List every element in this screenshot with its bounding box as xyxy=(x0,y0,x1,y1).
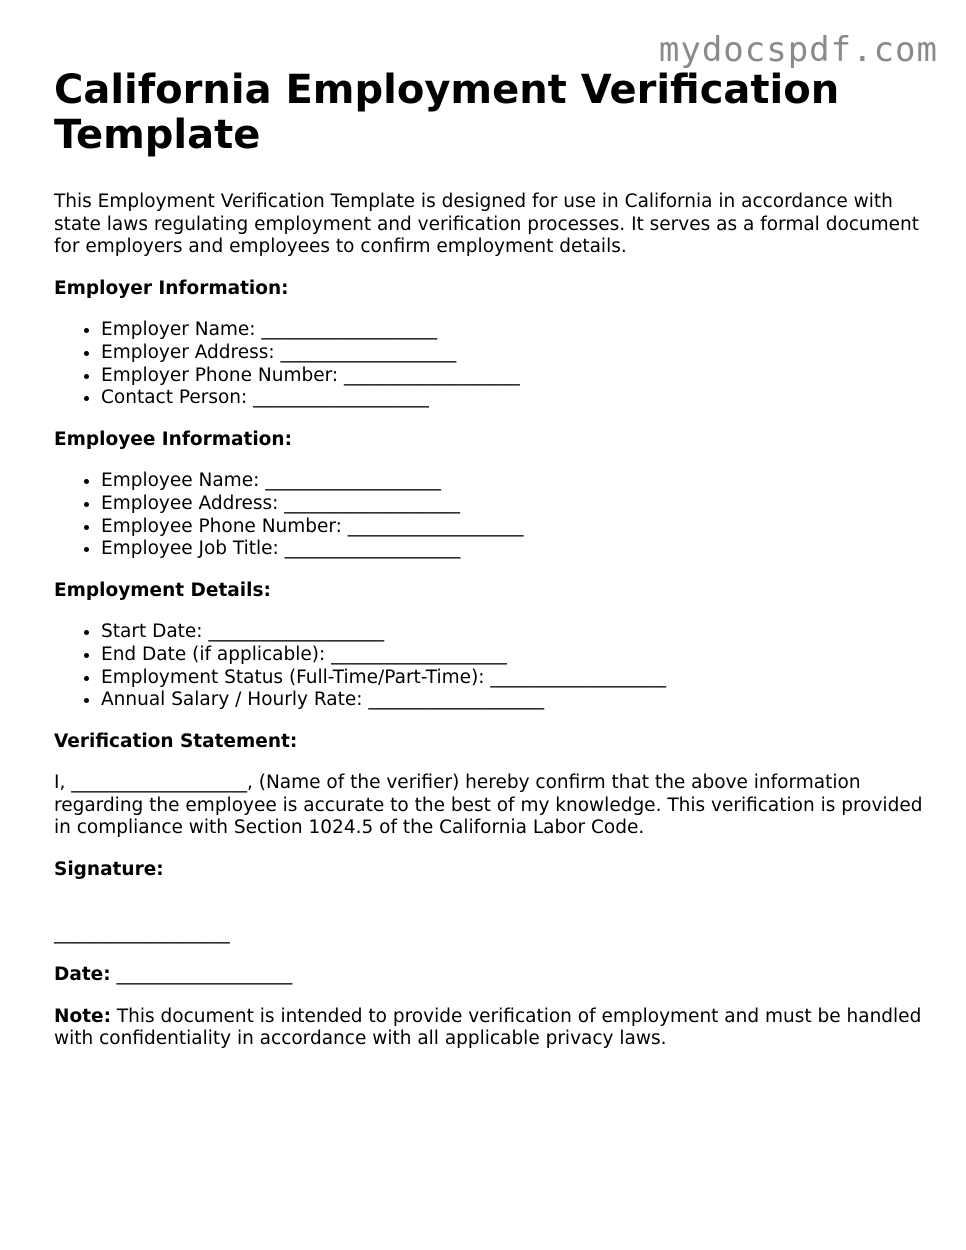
list-item: • Start Date: ___________________ xyxy=(101,621,924,644)
note-paragraph xyxy=(54,1006,924,1051)
document-page xyxy=(54,68,924,1070)
list-item: • Employee Address: ___________________ xyxy=(101,493,924,516)
signature-heading: Signature: xyxy=(54,859,164,881)
list-item: • Contact Person: ___________________ xyxy=(101,387,924,410)
employee-list xyxy=(54,470,924,560)
date-label: Date: xyxy=(54,964,111,986)
employer-list xyxy=(54,319,924,409)
note-label: Note: xyxy=(54,1005,111,1027)
employee-heading: Employee Information: xyxy=(54,428,292,450)
list-item: • Employee Job Title: ___________________ xyxy=(101,538,924,561)
date-line: ___________________ xyxy=(116,964,293,986)
list-item: • Employment Status (Full-Time/Part-Time): ___________________ xyxy=(101,667,924,690)
list-item: • Employer Phone Number: ___________________ xyxy=(101,365,924,388)
list-item: • End Date (if applicable): ___________________ xyxy=(101,644,924,667)
employer-heading: Employer Information: xyxy=(54,277,289,299)
note-text: This document is intended to provide verification of employment and must be handled with confidentiality in accordance with all applicable privacy laws. xyxy=(54,1005,922,1050)
list-item: • Employee Phone Number: ___________________ xyxy=(101,516,924,539)
verification-heading: Verification Statement: xyxy=(54,730,298,752)
list-item: • Employer Address: ___________________ xyxy=(101,342,924,365)
list-item: • Employee Name: ___________________ xyxy=(101,470,924,493)
date-row xyxy=(54,964,924,987)
watermark: mydocspdf.com xyxy=(658,30,938,70)
signature-line: ___________________ xyxy=(54,922,230,944)
list-item: • Employer Name: ___________________ xyxy=(101,319,924,342)
verification-statement: I, ___________________, (Name of the verifier) hereby confirm that the above information regarding the employee is accurate to the best of my knowledge. This verification is provided in compliance with Section 1024.5 of the California Labor Code. xyxy=(54,772,923,839)
employment-details-list xyxy=(54,621,924,711)
intro-paragraph: This Employment Verification Template is designed for use in California in accordance with state laws regulating employment and verification processes. It serves as a formal document for employers and employees to confirm employment details. xyxy=(54,191,920,258)
list-item: • Annual Salary / Hourly Rate: ___________________ xyxy=(101,689,924,712)
page-title: California Employment Verification Template xyxy=(54,67,840,158)
employment-details-heading: Employment Details: xyxy=(54,579,271,601)
